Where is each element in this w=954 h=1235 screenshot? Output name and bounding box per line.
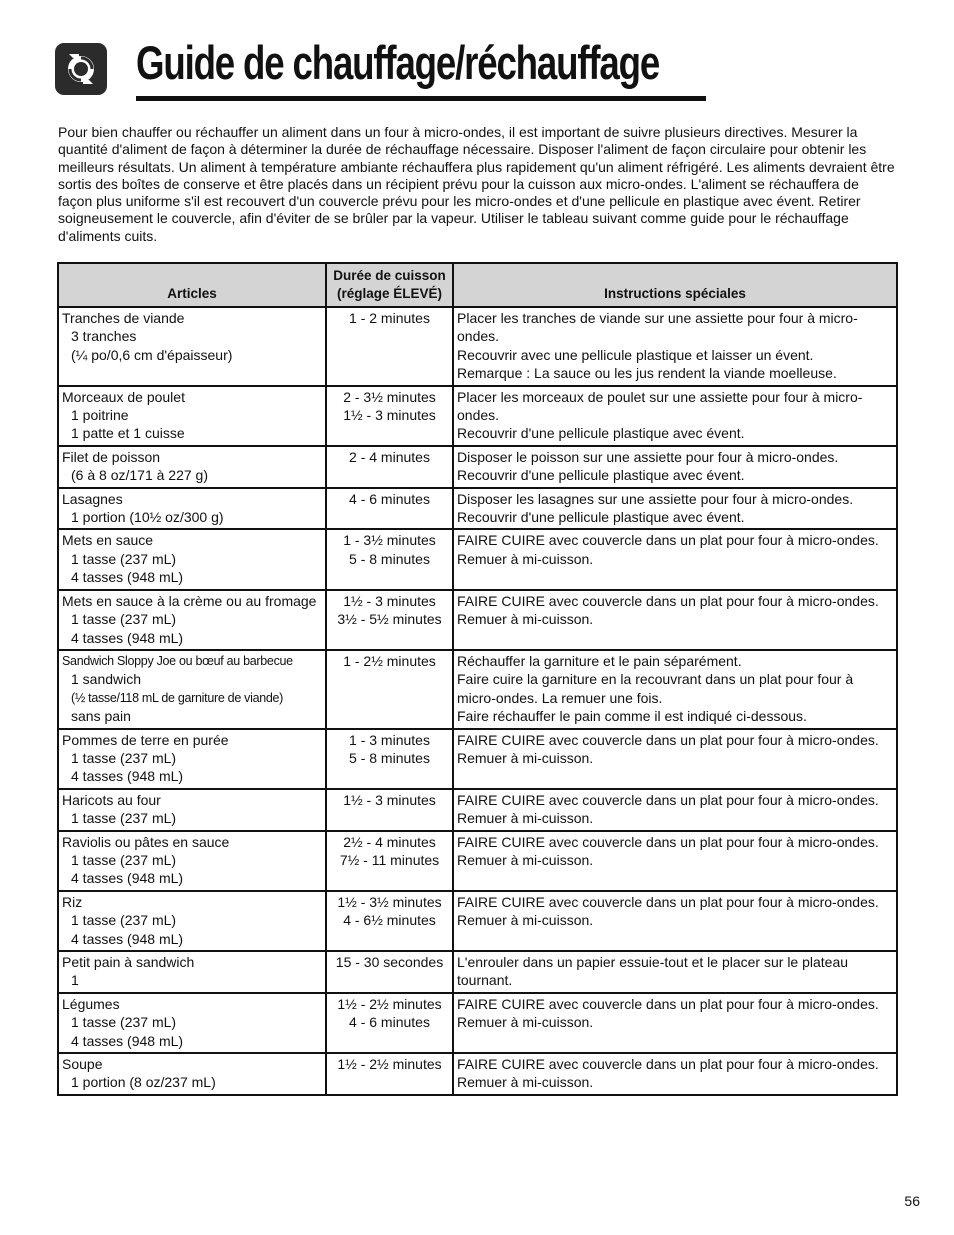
item-quantity: 1 tasse (237 mL) [71, 1014, 177, 1031]
header-articles: Articles [58, 263, 326, 307]
instruction-text: FAIRE CUIRE avec couvercle dans un plat pour four à micro-ondes. [457, 592, 879, 609]
cooking-time: 1½ - 3 minutes [343, 791, 436, 808]
item-cell [58, 831, 326, 891]
item-quantity: 1 tasse (237 mL) [71, 851, 177, 868]
cooking-time-cell [326, 488, 453, 530]
item-quantity: 3 tranches [71, 328, 137, 345]
instruction-text: FAIRE CUIRE avec couvercle dans un plat pour four à micro-ondes. [457, 893, 879, 910]
instruction-text: Placer les tranches de viande sur une assiette pour four à micro-ondes. [457, 310, 858, 345]
table-row [58, 789, 897, 831]
cooking-time: 1½ - 3½ minutes [337, 893, 442, 910]
item-cell [58, 590, 326, 650]
item-quantity: 1 portion (10½ oz/300 g) [71, 509, 224, 526]
item-quantity: 4 tasses (948 mL) [71, 768, 184, 785]
cooking-time-cell [326, 650, 453, 729]
instruction-text: Disposer le poisson sur une assiette pour four à micro-ondes. [457, 448, 839, 465]
item-name: Raviolis ou pâtes en sauce [62, 833, 230, 850]
item-quantity: 1 [71, 972, 79, 989]
instruction-text: Recouvrir d'une pellicule plastique avec évent. [457, 425, 745, 442]
cooking-time: 5 - 8 minutes [349, 749, 430, 766]
item-quantity: 1 patte et 1 cuisse [71, 425, 185, 442]
instructions-cell [453, 488, 897, 530]
item-quantity: (½ tasse/118 mL de garniture de viande) [71, 690, 284, 705]
instructions-cell [453, 529, 897, 589]
instruction-text: Remuer à mi-cuisson. [457, 1074, 594, 1091]
table-row [58, 831, 897, 891]
item-name: Mets en sauce à la crème ou au fromage [62, 592, 317, 609]
instruction-text: Remarque : La sauce ou les jus rendent la viande moelleuse. [457, 365, 837, 382]
cooking-time-cell [326, 529, 453, 589]
item-name: Riz [62, 893, 83, 910]
item-quantity: 1 tasse (237 mL) [71, 749, 177, 766]
cooking-time: 1 - 3 minutes [349, 731, 430, 748]
cooking-time: 7½ - 11 minutes [339, 851, 440, 868]
instruction-text: FAIRE CUIRE avec couvercle dans un plat pour four à micro-ondes. [457, 995, 879, 1012]
instructions-cell [453, 1053, 897, 1095]
cooking-time-cell [326, 831, 453, 891]
item-name: Lasagnes [62, 490, 123, 507]
item-quantity: 1 tasse (237 mL) [71, 550, 177, 567]
instruction-text: FAIRE CUIRE avec couvercle dans un plat pour four à micro-ondes. [457, 1056, 879, 1073]
item-cell [58, 446, 326, 488]
cooking-time-cell [326, 1053, 453, 1095]
cooking-time: 3½ - 5½ minutes [337, 611, 442, 628]
item-name: Petit pain à sandwich [62, 954, 195, 970]
cooking-time: 15 - 30 secondes [335, 954, 444, 970]
cooking-time: 2 - 4 minutes [349, 448, 430, 465]
instruction-text: Disposer les lasagnes sur une assiette pour four à micro-ondes. [457, 490, 854, 507]
item-quantity: sans pain [71, 708, 131, 725]
instruction-text: FAIRE CUIRE avec couvercle dans un plat pour four à micro-ondes. [457, 833, 879, 850]
cooking-time: 4 - 6 minutes [349, 1014, 430, 1031]
table-row [58, 729, 897, 789]
table-row [58, 307, 897, 386]
reheating-guide-table [57, 262, 898, 1096]
instruction-text: Remuer à mi-cuisson. [457, 912, 594, 929]
cooking-time: 2 - 3½ minutes [343, 388, 436, 405]
cooking-time-cell [326, 307, 453, 386]
table-row [58, 446, 897, 488]
item-quantity: (6 à 8 oz/171 à 227 g) [71, 467, 208, 484]
instruction-text: Recouvrir avec une pellicule plastique et laisser un évent. [457, 346, 814, 363]
item-cell [58, 951, 326, 993]
table-header-row [58, 263, 897, 307]
cooking-time: 1½ - 3 minutes [343, 407, 436, 424]
instruction-text: Remuer à mi-cuisson. [457, 1014, 594, 1031]
item-quantity: 4 tasses (948 mL) [71, 930, 184, 947]
item-cell [58, 993, 326, 1053]
item-quantity: 1 sandwich [71, 671, 142, 688]
table-row [58, 590, 897, 650]
cooking-time: 1 - 3½ minutes [343, 532, 436, 549]
instructions-cell [453, 891, 897, 951]
title-underline [136, 96, 706, 101]
instructions-cell [453, 386, 897, 446]
instructions-cell [453, 446, 897, 488]
item-name: Sandwich Sloppy Joe ou bœuf au barbecue [62, 653, 293, 668]
item-cell [58, 529, 326, 589]
item-name: Soupe [62, 1056, 103, 1073]
instructions-cell [453, 951, 897, 993]
instruction-text: Remuer à mi-cuisson. [457, 550, 594, 567]
cooking-time: 1 - 2 minutes [349, 310, 430, 326]
header-cooking-time-line-2: (réglage ÉLEVÉ) [336, 286, 443, 301]
instruction-text: Réchauffer la garniture et le pain séparément. [457, 652, 742, 669]
item-name: Pommes de terre en purée [62, 731, 229, 748]
table-row [58, 386, 897, 446]
cooking-time-cell [326, 993, 453, 1053]
item-quantity: 1 poitrine [71, 407, 129, 424]
item-cell [58, 650, 326, 729]
instruction-text: FAIRE CUIRE avec couvercle dans un plat pour four à micro-ondes. Remuer à mi-cuisson. [457, 791, 879, 827]
cooking-time: 1 - 2½ minutes [343, 652, 436, 669]
cooking-time-cell [326, 446, 453, 488]
item-name: Tranches de viande [62, 310, 185, 326]
reheat-cycle-icon [55, 43, 107, 95]
item-cell [58, 789, 326, 831]
item-quantity: 1 tasse (237 mL) [71, 810, 177, 827]
item-name: Morceaux de poulet [62, 388, 185, 405]
table-row [58, 993, 897, 1053]
page-number: 56 [904, 1193, 920, 1209]
item-quantity: 1 portion (8 oz/237 mL) [71, 1074, 216, 1091]
item-quantity: 1 tasse (237 mL) [71, 611, 177, 628]
table-row [58, 650, 897, 729]
item-quantity: 1 tasse (237 mL) [71, 912, 177, 929]
cooking-time: 4 - 6 minutes [349, 490, 430, 507]
cooking-time-cell [326, 590, 453, 650]
instruction-text: FAIRE CUIRE avec couvercle dans un plat pour four à micro-ondes. [457, 532, 879, 549]
cooking-time: 5 - 8 minutes [349, 550, 430, 567]
item-name: Filet de poisson [62, 448, 161, 465]
header-special-instructions: Instructions spéciales [453, 263, 897, 307]
cooking-time-cell [326, 386, 453, 446]
intro-paragraph: Pour bien chauffer ou réchauffer un aliment dans un four à micro-ondes, il est important de suivre plusieurs directives. Mesurer la quantité d'aliment de façon à déterminer la durée de réchauffage nécessaire. Disposer l'aliment de façon circulaire pour obtenir les meilleurs résultats. Un aliment à température ambiante réchauffera plus rapidement qu'un aliment réfrigéré. Les aliments devraient être sortis des boîtes de conserve et être placés dans un récipient prévu pour la cuisson aux micro-ondes. L'aliment se réchauffera de façon plus uniforme s'il est recouvert d'un couvercle prévu pour les micro-ondes et d'une pellicule en plastique avec évent. Retirer soigneusement le couvercle, afin d'éviter de se brûler par la vapeur. Utiliser le tableau suivant comme guide pour le réchauffage d'aliments cuits. [58, 124, 895, 244]
table-row [58, 488, 897, 530]
item-cell [58, 488, 326, 530]
cooking-time-cell [326, 789, 453, 831]
instruction-text: Placer les morceaux de poulet sur une assiette pour four à micro-ondes. [457, 388, 863, 424]
page-title: Guide de chauffage/réchauffage [136, 36, 660, 89]
item-quantity: (¼ po/0,6 cm d'épaisseur) [71, 346, 233, 363]
item-cell [58, 891, 326, 951]
instruction-text: Faire réchauffer le pain comme il est indiqué ci-dessous. [457, 708, 807, 725]
item-quantity: 4 tasses (948 mL) [71, 629, 184, 646]
instruction-text: Remuer à mi-cuisson. [457, 851, 594, 868]
instruction-text: FAIRE CUIRE avec couvercle dans un plat pour four à micro-ondes. [457, 731, 879, 748]
item-cell [58, 729, 326, 789]
header-cooking-time [326, 263, 453, 307]
item-name: Haricots au four [62, 791, 161, 808]
item-quantity: 4 tasses (948 mL) [71, 569, 184, 586]
cooking-time: 2½ - 4 minutes [343, 833, 436, 850]
instruction-text: Remuer à mi-cuisson. [457, 749, 594, 766]
instruction-text: L'enrouler dans un papier essuie-tout et le placer sur le plateau tournant. [457, 954, 849, 989]
header-cooking-time-line-1: Durée de cuisson [333, 268, 446, 283]
cooking-time-cell [326, 891, 453, 951]
instructions-cell [453, 590, 897, 650]
item-cell [58, 386, 326, 446]
cooking-time: 4 - 6½ minutes [343, 912, 436, 929]
item-quantity: 4 tasses (948 mL) [71, 870, 184, 887]
item-cell [58, 307, 326, 386]
cooking-time-cell [326, 951, 453, 993]
table-row [58, 951, 897, 993]
instruction-text: Recouvrir d'une pellicule plastique avec évent. [457, 509, 745, 526]
table-row [58, 529, 897, 589]
instruction-text: Faire cuire la garniture en la recouvrant dans un plat pour four à micro-ondes. La remuer une fois. [457, 671, 854, 706]
item-name: Légumes [62, 995, 120, 1012]
instructions-cell [453, 650, 897, 729]
instructions-cell [453, 993, 897, 1053]
cooking-time-cell [326, 729, 453, 789]
instruction-text: Recouvrir d'une pellicule plastique avec évent. [457, 467, 745, 484]
instructions-cell [453, 729, 897, 789]
instructions-cell [453, 789, 897, 831]
instruction-text: Remuer à mi-cuisson. [457, 611, 594, 628]
cooking-time: 1½ - 3 minutes [343, 592, 436, 609]
cooking-time: 1½ - 2½ minutes [337, 995, 442, 1012]
instructions-cell [453, 307, 897, 386]
item-name: Mets en sauce [62, 532, 154, 549]
item-cell [58, 1053, 326, 1095]
item-quantity: 4 tasses (948 mL) [71, 1032, 184, 1049]
cooking-time: 1½ - 2½ minutes [337, 1056, 442, 1073]
instructions-cell [453, 831, 897, 891]
table-row [58, 1053, 897, 1095]
table-row [58, 891, 897, 951]
